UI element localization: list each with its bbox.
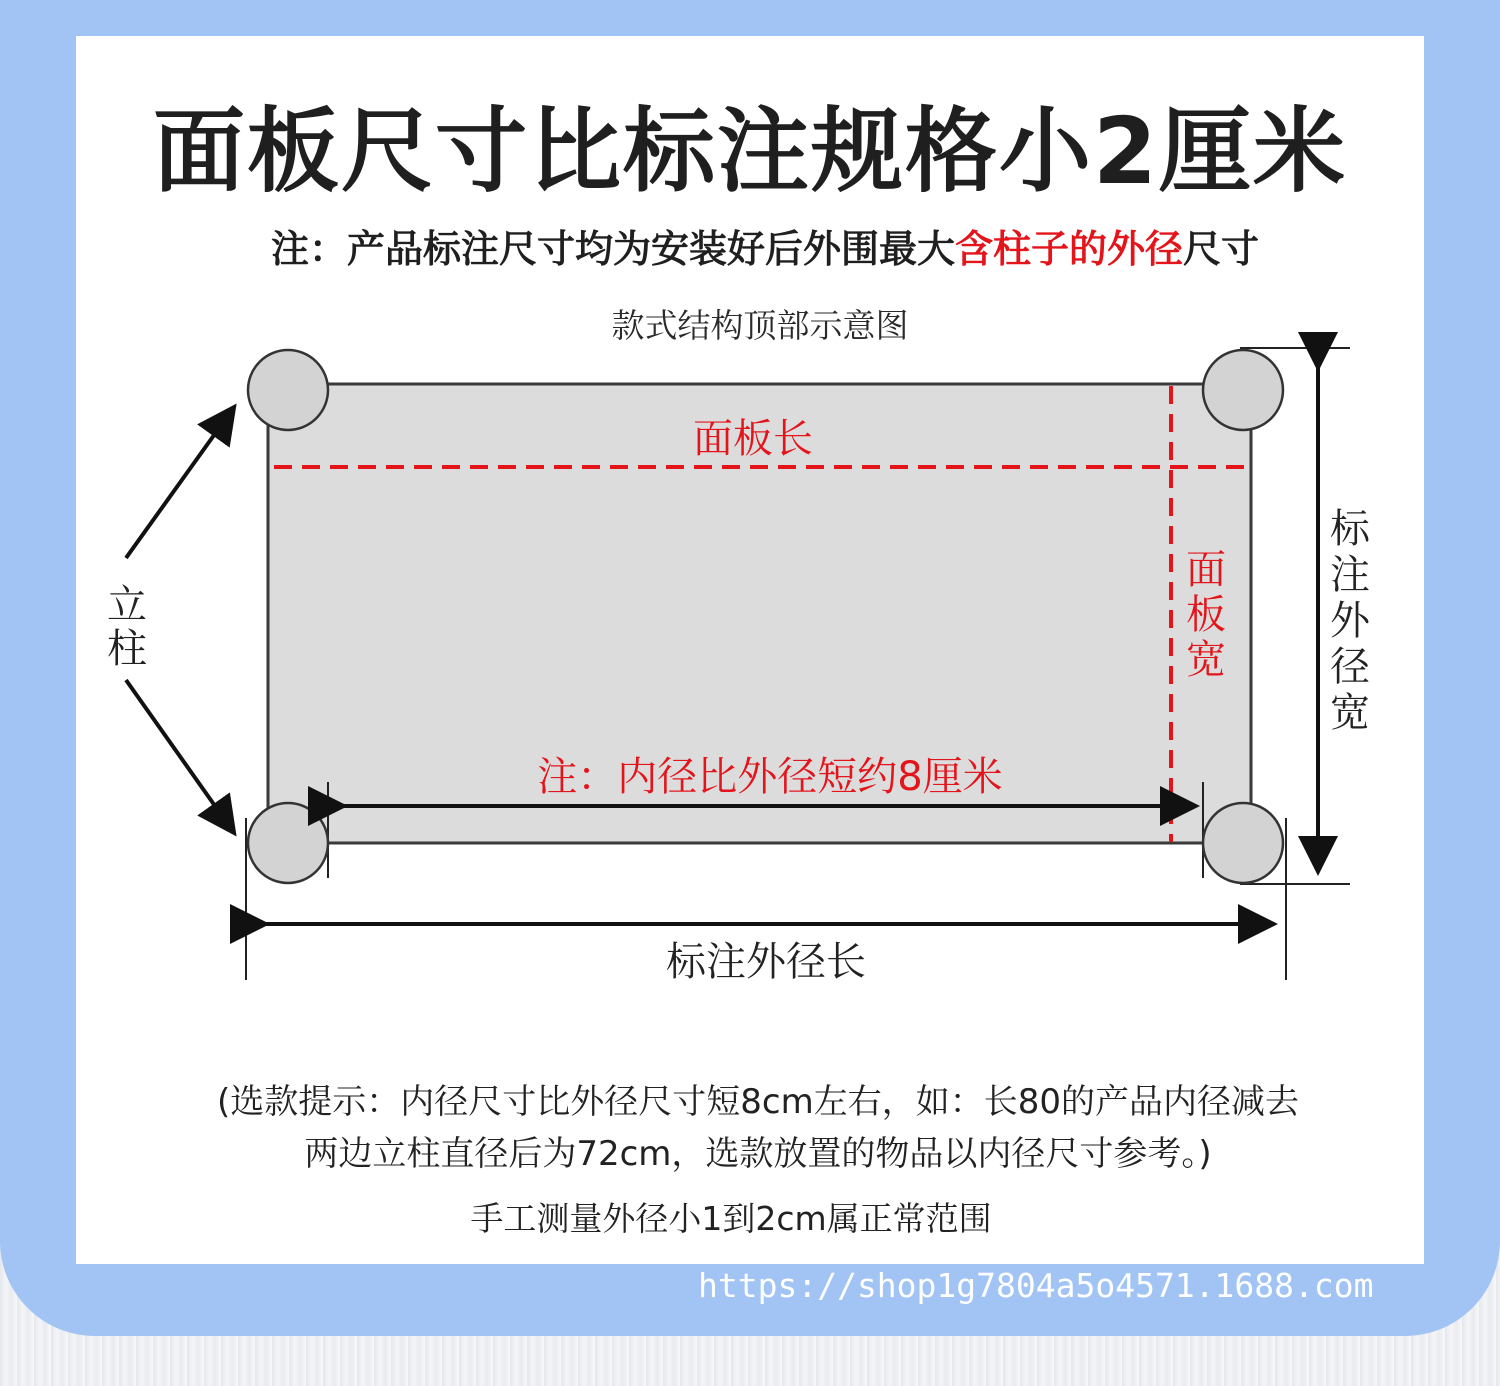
panel-width-label-group	[1186, 547, 1226, 683]
page-title: 面板尺寸比标注规格小2厘米	[152, 98, 1347, 205]
size-note-suffix: 尺寸	[1183, 227, 1260, 271]
diagram-caption: 款式结构顶部示意图	[611, 306, 909, 345]
outer-width-label-char: 标	[1330, 506, 1370, 552]
post-label-char: 柱	[107, 626, 147, 672]
inner-length-note: 注：内径比外径短约8厘米	[537, 754, 1003, 800]
shop-url-watermark: https://shop1g7804a5o4571.1688.com	[698, 1266, 1374, 1305]
outer-width-label-char: 径	[1330, 644, 1370, 690]
outer-width-label-char: 注	[1330, 552, 1370, 598]
post-pointer-arrow-bottom	[126, 680, 232, 830]
measurement-tolerance-note: 手工测量外径小1到2cm属正常范围	[470, 1199, 992, 1238]
panel-width-label-char: 宽	[1186, 637, 1226, 683]
post-label-char: 立	[107, 582, 147, 628]
outer-length-label: 标注外径长	[666, 939, 866, 985]
panel-length-label: 面板长	[693, 416, 813, 462]
selection-tip-line2: 两边立柱直径后为72cm，选款放置的物品以内径尺寸参考。)	[304, 1134, 1212, 1174]
post-top-left	[248, 350, 328, 430]
post-bottom-right	[1203, 803, 1283, 883]
panel-width-label-char: 面	[1186, 547, 1226, 593]
outer-width-label-group	[1330, 506, 1372, 736]
size-note-highlight: 含柱子的外径	[954, 227, 1183, 271]
post-label-group	[107, 582, 147, 672]
selection-tip-line1: (选款提示：内径尺寸比外径尺寸短8cm左右，如：长80的产品内径减去	[217, 1082, 1299, 1122]
size-note-prefix: 注：产品标注尺寸均为安装好后外围最大	[270, 227, 955, 271]
panel-width-label-char: 板	[1186, 592, 1226, 638]
outer-width-label-char: 外	[1330, 598, 1370, 644]
outer-width-label-char: 宽	[1330, 690, 1370, 736]
post-top-right	[1203, 350, 1283, 430]
post-bottom-left	[248, 803, 328, 883]
post-pointer-arrow-top	[126, 410, 232, 558]
